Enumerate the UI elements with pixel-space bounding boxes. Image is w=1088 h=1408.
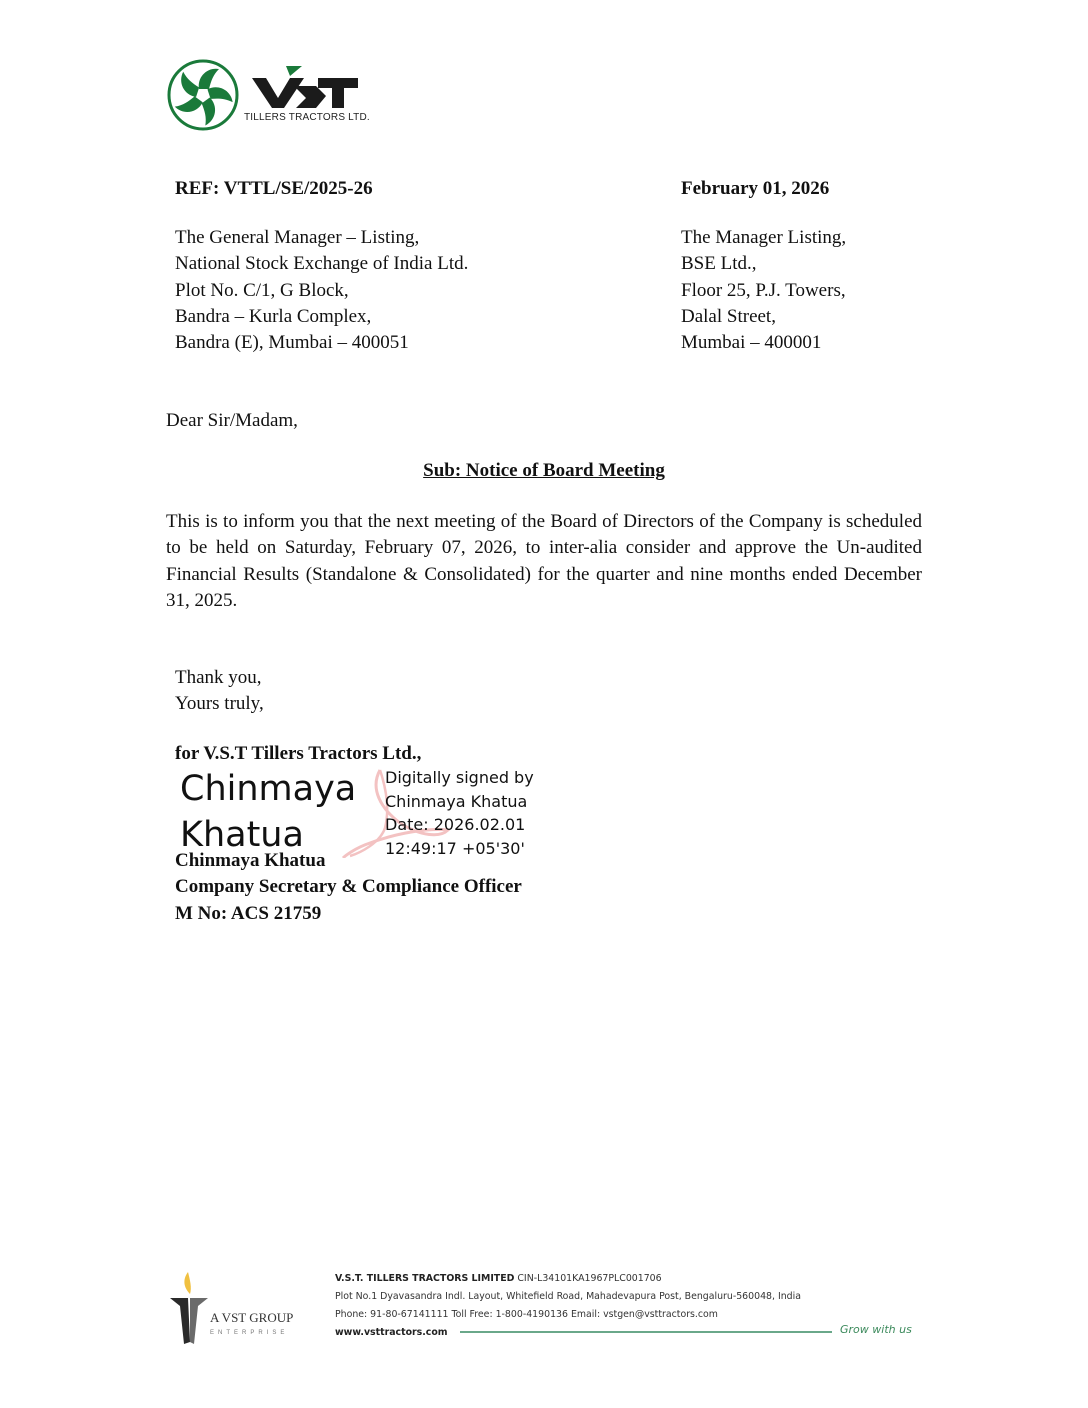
address-line: The Manager Listing, [681, 227, 847, 248]
addressee-nse [175, 225, 468, 356]
address-line: Bandra – Kurla Complex, [175, 305, 372, 327]
company-logo [166, 58, 386, 132]
addressee-bse [681, 225, 846, 356]
closing-line: Thank you, [175, 667, 262, 688]
address-line: Bandra (E), Mumbai – 400051 [175, 332, 409, 354]
signature-detail-line: Date: 2026.02.01 [385, 815, 526, 834]
group-logo-text: A VST GROUP [210, 1310, 294, 1325]
signer-title: Company Secretary & Compliance Officer [175, 876, 522, 898]
signature-detail-line: 12:49:17 +05'30' [385, 838, 525, 858]
body-paragraph: This is to inform you that the next meeting of the Board of Directors of the Company is scheduled to be held on Saturday, February 07, 2026, to inter-alia consider and approve the Un-audited Financial Results (Standalone & Consolidated) for the quarter and nine months ended December 31, 2025. [166, 511, 922, 611]
salutation: Dear Sir/Madam, [166, 410, 298, 431]
letter-date: February 01, 2026 [681, 178, 830, 199]
address-line: Dalal Street, [681, 305, 776, 327]
signature-name-line: Chinmaya [180, 769, 357, 809]
address-line: BSE Ltd., [681, 253, 757, 275]
address-line: The General Manager – Listing, [175, 227, 420, 248]
address-line: National Stock Exchange of India Ltd. [175, 253, 469, 275]
for-company: for V.S.T Tillers Tractors Ltd., [175, 743, 422, 764]
closing [175, 665, 264, 718]
closing-line: Yours truly, [175, 693, 264, 715]
vst-group-logo [168, 1270, 313, 1345]
signer-membership: M No: ACS 21759 [175, 902, 322, 924]
signature-detail-line: Digitally signed by [385, 768, 534, 787]
signature-name-line: Khatua [180, 815, 304, 855]
footer-contact: Phone: 91-80-67141111 Toll Free: 1-800-4190136 Email: vstgen@vsttractors.com [335, 1309, 718, 1320]
signer-block [175, 848, 522, 927]
footer-cin: CIN-L34101KA1967PLC001706 [517, 1273, 662, 1284]
logo-tagline: TILLERS TRACTORS LTD. [244, 112, 370, 123]
torch-logo-icon [168, 1270, 313, 1345]
group-logo-subtext: ENTERPRISE [210, 1330, 289, 1336]
footer-address: Plot No.1 Dyavasandra Indl. Layout, Whitefield Road, Mahadevapura Post, Bengaluru-560048, India [335, 1291, 801, 1302]
address-line: Plot No. C/1, G Block, [175, 279, 349, 301]
address-line: Floor 25, P.J. Towers, [681, 279, 846, 301]
footer-website-link[interactable]: www.vsttractors.com [335, 1327, 448, 1338]
footer-company-name: V.S.T. TILLERS TRACTORS LIMITED [335, 1273, 515, 1284]
subject-line [166, 460, 922, 482]
subject-text: Sub: Notice of Board Meeting [423, 460, 665, 481]
digital-signature-details [385, 766, 534, 860]
signer-name: Chinmaya Khatua [175, 850, 326, 871]
address-line: Mumbai – 400001 [681, 332, 822, 354]
reference-number: REF: VTTL/SE/2025-26 [175, 178, 373, 199]
footer-divider [460, 1331, 832, 1333]
signature-detail-line: Chinmaya Khatua [385, 791, 528, 811]
footer-company-line [335, 1270, 801, 1288]
digital-signature-name [180, 766, 356, 858]
footer-slogan: Grow with us [840, 1323, 912, 1336]
